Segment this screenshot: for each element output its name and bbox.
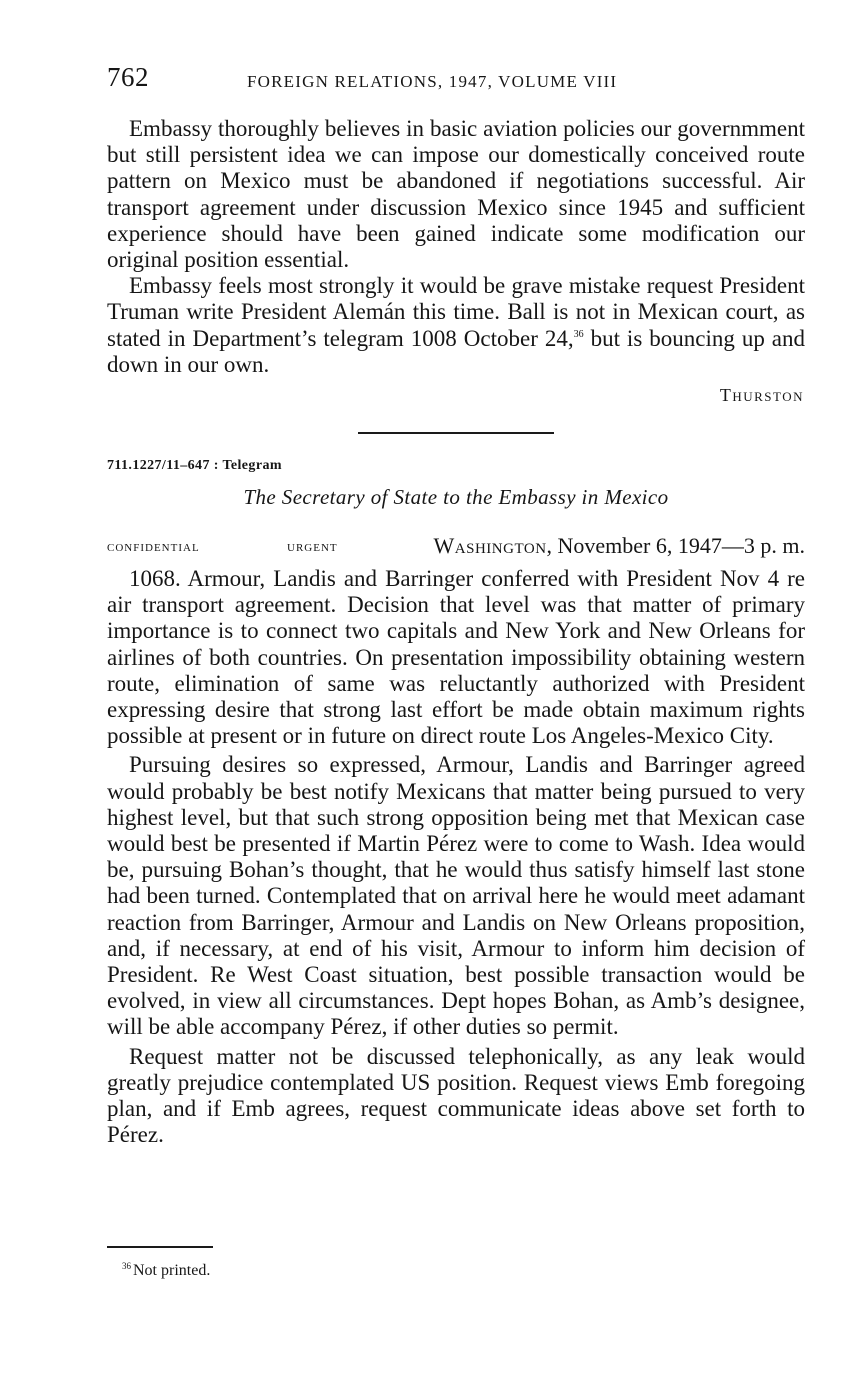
document-title: The Secretary of State to the Embassy in Mexico: [243, 485, 669, 509]
body-paragraph: Request matter not be discussed telephonically, as any leak would greatly prejudice contemplated US position. Request views Emb foregoing plan, and if Emb agrees, request communicate ideas above set forth to Pérez.: [107, 1043, 805, 1148]
footnote: [122, 1261, 210, 1280]
place-date: [434, 533, 805, 559]
paragraph-text-tail: but is bouncing up and down in our own.: [107, 325, 805, 377]
dateline-date: , November 6, 1947—3 p. m.: [546, 533, 805, 558]
footnote-text: Not printed.: [133, 1262, 211, 1279]
priority-label: urgent: [287, 539, 338, 555]
section-divider: [358, 432, 554, 434]
body-paragraph: Embassy thoroughly believes in basic aviation policies our governmment but still persistent idea we can impose our domestically conceived route pattern on Mexico must be abandoned if negotiations successful. Air transport agreement under discussion Mexico since 1945 and sufficient experience should have been gained indicate some modification our original position essential.: [107, 116, 805, 273]
footnote-reference: 36: [573, 328, 584, 340]
body-paragraph: Pursuing desires so expressed, Armour, Landis and Barringer agreed would probably be best notify Mexicans that matter being pursued to very highest level, but that such strong opposition being met that Mexican case would best be presented if Martin Pérez were to come to Wash. Idea would be, pursuing Bohan’s thought, that he would thus satisfy himself last stone had been turned. Contemplated that on arrival here he would meet adamant reaction from Barringer, Armour and Landis on New Orleans proposition, and, if necessary, at end of his visit, Armour to inform him decision of President. Re West Coast situation, best possible transaction would be evolved, in view all circumstances. Dept hopes Bohan, as Amb’s designee, will be able accompany Pérez, if other duties so permit.: [107, 752, 805, 1040]
paragraph-text: Embassy feels most strongly it would be grave mistake request President Truman write President Alemán this time. Ball is not in Mexican court, as stated in Department’s telegram 1008 October 24,: [107, 273, 805, 351]
body-paragraph: [107, 273, 805, 378]
page-header: [107, 62, 807, 102]
signature: Thurston: [719, 385, 804, 405]
file-reference: 711.1227/11–647 : Telegram: [107, 458, 282, 473]
dateline-place: Washington: [433, 533, 547, 558]
footnote-divider: [107, 1246, 213, 1248]
footnote-number: 36: [122, 1261, 131, 1271]
page-number: 762: [107, 62, 149, 92]
body-paragraph: 1068. Armour, Landis and Barringer conferred with President Nov 4 re air transport agreement. Decision that level was that matter of primary importance is to connect two capitals and New York and New Orleans for airlines of both countries. On presentation impossibility obtaining western route, elimination of same was reluctantly authorized with President expressing desire that strong last effort be made obtain maximum rights possible at present or in future on direct route Los Angeles-Mexico City.: [107, 566, 805, 749]
classification-label: confidential: [107, 539, 200, 555]
running-title: FOREIGN RELATIONS, 1947, VOLUME VIII: [247, 72, 618, 91]
document-body: [107, 566, 805, 1148]
dateline: [107, 533, 805, 563]
previous-document-body: [107, 116, 805, 378]
